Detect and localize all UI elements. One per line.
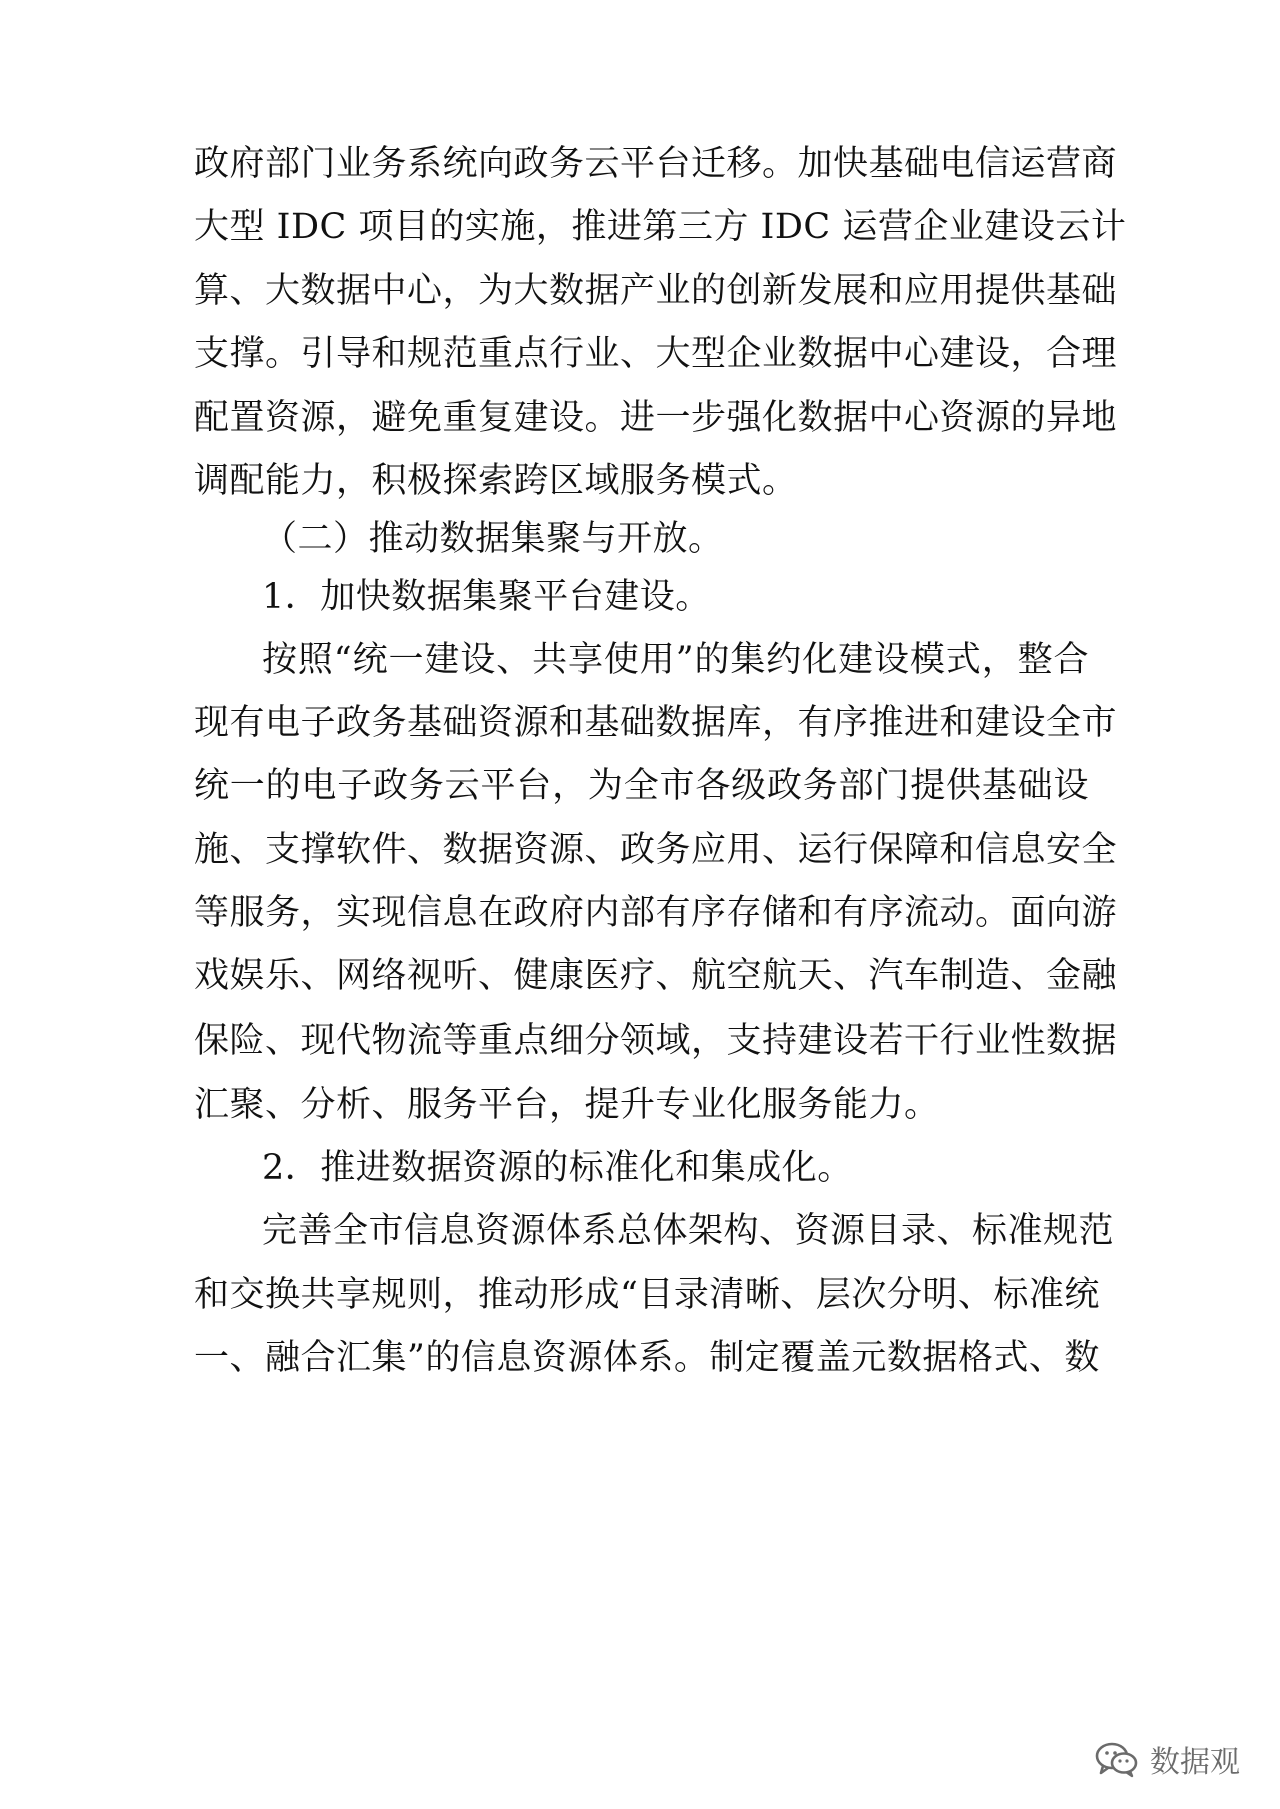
body-line: 一、融合汇集”的信息资源体系。制定覆盖元数据格式、数 <box>194 1338 1100 1378</box>
body-line: 算、大数据中心，为大数据产业的创新发展和应用提供基础 <box>194 271 1118 311</box>
body-line: 调配能力，积极探索跨区域服务模式。 <box>194 461 798 501</box>
body-line: 政府部门业务系统向政务云平台迁移。加快基础电信运营商 <box>194 144 1118 184</box>
section-heading: （二）推动数据集聚与开放。 <box>262 519 724 559</box>
body-line: 等服务，实现信息在政府内部有序存储和有序流动。面向游 <box>194 893 1118 933</box>
body-line: 施、支撑软件、数据资源、政务应用、运行保障和信息安全 <box>194 830 1118 870</box>
body-line: 现有电子政务基础资源和基础数据库，有序推进和建设全市 <box>194 703 1118 743</box>
body-line: 汇聚、分析、服务平台，提升专业化服务能力。 <box>194 1085 940 1125</box>
body-line: 完善全市信息资源体系总体架构、资源目录、标准规范 <box>262 1211 1115 1251</box>
body-line: 统一的电子政务云平台，为全市各级政务部门提供基础设 <box>194 766 1089 806</box>
watermark <box>1094 1737 1240 1781</box>
watermark-text: 数据观 <box>1150 1745 1240 1780</box>
body-line: 保险、现代物流等重点细分领域，支持建设若干行业性数据 <box>194 1021 1118 1061</box>
body-line: 按照“统一建设、共享使用”的集约化建设模式，整合 <box>262 640 1089 680</box>
body-line: 大型 IDC 项目的实施，推进第三方 IDC 运营企业建设云计 <box>194 207 1127 247</box>
subsection-heading: 1．加快数据集聚平台建设。 <box>262 577 711 617</box>
body-line: 配置资源，避免重复建设。进一步强化数据中心资源的异地 <box>194 398 1118 438</box>
subsection-heading: 2．推进数据资源的标准化和集成化。 <box>262 1148 853 1188</box>
body-line: 支撑。引导和规范重点行业、大型企业数据中心建设，合理 <box>194 334 1118 374</box>
body-line: 戏娱乐、网络视听、健康医疗、航空航天、汽车制造、金融 <box>194 956 1118 996</box>
body-line: 和交换共享规则，推动形成“目录清晰、层次分明、标准统 <box>194 1275 1100 1315</box>
wechat-icon <box>1094 1739 1140 1779</box>
